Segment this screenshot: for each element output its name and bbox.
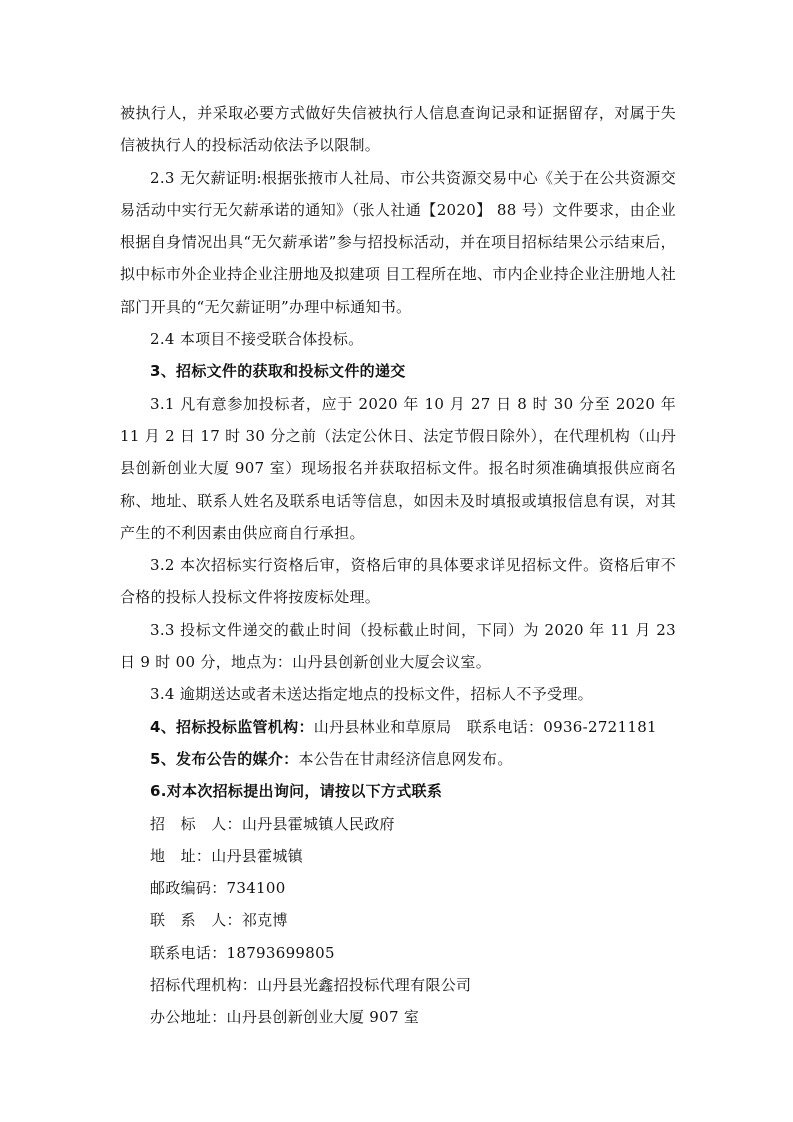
section-4-supervision bbox=[120, 711, 676, 743]
contact-list bbox=[120, 808, 676, 1034]
contact-label: 招 标 人： bbox=[150, 814, 242, 833]
contact-person bbox=[120, 904, 676, 936]
paragraph-2-4-no-consortium: 2.4 本项目不接受联合体投标。 bbox=[150, 330, 364, 349]
contact-agency bbox=[120, 969, 676, 1001]
contact-label: 联系电话： bbox=[150, 943, 227, 962]
contact-phone bbox=[120, 937, 676, 969]
section-6-heading: 6.对本次招标提出询问，请按以下方式联系 bbox=[150, 782, 443, 801]
contact-postcode bbox=[120, 872, 676, 904]
document-body bbox=[120, 97, 676, 1034]
contact-value: 734100 bbox=[226, 879, 286, 898]
paragraph-3-2-qualification-review: 3.2 本次招标实行资格后审，资格后审的具体要求详见招标文件。资格后审不合格的投标人投标文件将按废标处理。 bbox=[120, 556, 676, 607]
contact-tenderer bbox=[120, 808, 676, 840]
section-5-text: 本公告在甘肃经济信息网发布。 bbox=[298, 749, 513, 768]
contact-value: 山丹县霍城镇人民政府 bbox=[241, 814, 395, 833]
contact-value: 18793699805 bbox=[226, 943, 335, 962]
contact-value: 山丹县霍城镇 bbox=[211, 846, 304, 865]
section-4-text: 山丹县林业和草原局 联系电话：0936-2721181 bbox=[313, 717, 657, 736]
section-5-label: 5、发布公告的媒介： bbox=[150, 749, 299, 768]
section-3-heading: 3、招标文件的获取和投标文件的递交 bbox=[150, 362, 406, 381]
paragraph-3-1-obtain-documents: 3.1 凡有意参加投标者，应于 2020 年 10 月 27 日 8 时 30 分至 2020 年 11 月 2 日 17 时 30 分之前（法定公休日、法定节假日除外），在代理机构（山丹县创新创业大厦 907 室）现场报名并获取招标文件。报名时须准确填报供应商名称、地址、联系人姓名及联系电话等信息，如因未及时填报或填报信息有误，对其产生的不利因素由供应商自行承担。 bbox=[120, 394, 676, 542]
paragraph-3-4-late-submission: 3.4 逾期送达或者未送达指定地点的投标文件，招标人不予受理。 bbox=[150, 685, 593, 704]
contact-label: 联 系 人： bbox=[150, 911, 242, 930]
contact-label: 地 址： bbox=[150, 846, 212, 865]
continued-paragraph: 被执行人，并采取必要方式做好失信被执行人信息查询记录和证据留存，对属于失信被执行人的投标活动依法予以限制。 bbox=[120, 104, 676, 155]
contact-office-address bbox=[120, 1001, 676, 1033]
contact-value: 山丹县光鑫招投标代理有限公司 bbox=[257, 976, 472, 995]
contact-label: 办公地址： bbox=[150, 1008, 227, 1027]
paragraph-2-3-no-wage-arrears: 2.3 无欠薪证明:根据张掖市人社局、市公共资源交易中心《关于在公共资源交易活动中实行无欠薪承诺的通知》（张人社通【2020】 88 号）文件要求，由企业根据自身情况出具“无欠薪承诺”参与招投标活动，并在项目招标结果公示结束后，拟中标市外企业持企业注册地及拟建项 目工程所在地、市内企业持企业注册地人社部门开具的“无欠薪证明”办理中标通知书。 bbox=[120, 168, 676, 316]
contact-label: 招标代理机构： bbox=[150, 976, 258, 995]
contact-value: 山丹县创新创业大厦 907 室 bbox=[226, 1008, 420, 1027]
section-5-media bbox=[120, 743, 676, 775]
contact-label: 邮政编码： bbox=[150, 879, 227, 898]
contact-address bbox=[120, 840, 676, 872]
section-4-label: 4、招标投标监管机构： bbox=[150, 717, 314, 736]
contact-value: 祁克博 bbox=[241, 911, 288, 930]
paragraph-3-3-submission-deadline: 3.3 投标文件递交的截止时间（投标截止时间，下同）为 2020 年 11 月 23 日 9 时 00 分，地点为：山丹县创新创业大厦会议室。 bbox=[120, 620, 676, 672]
